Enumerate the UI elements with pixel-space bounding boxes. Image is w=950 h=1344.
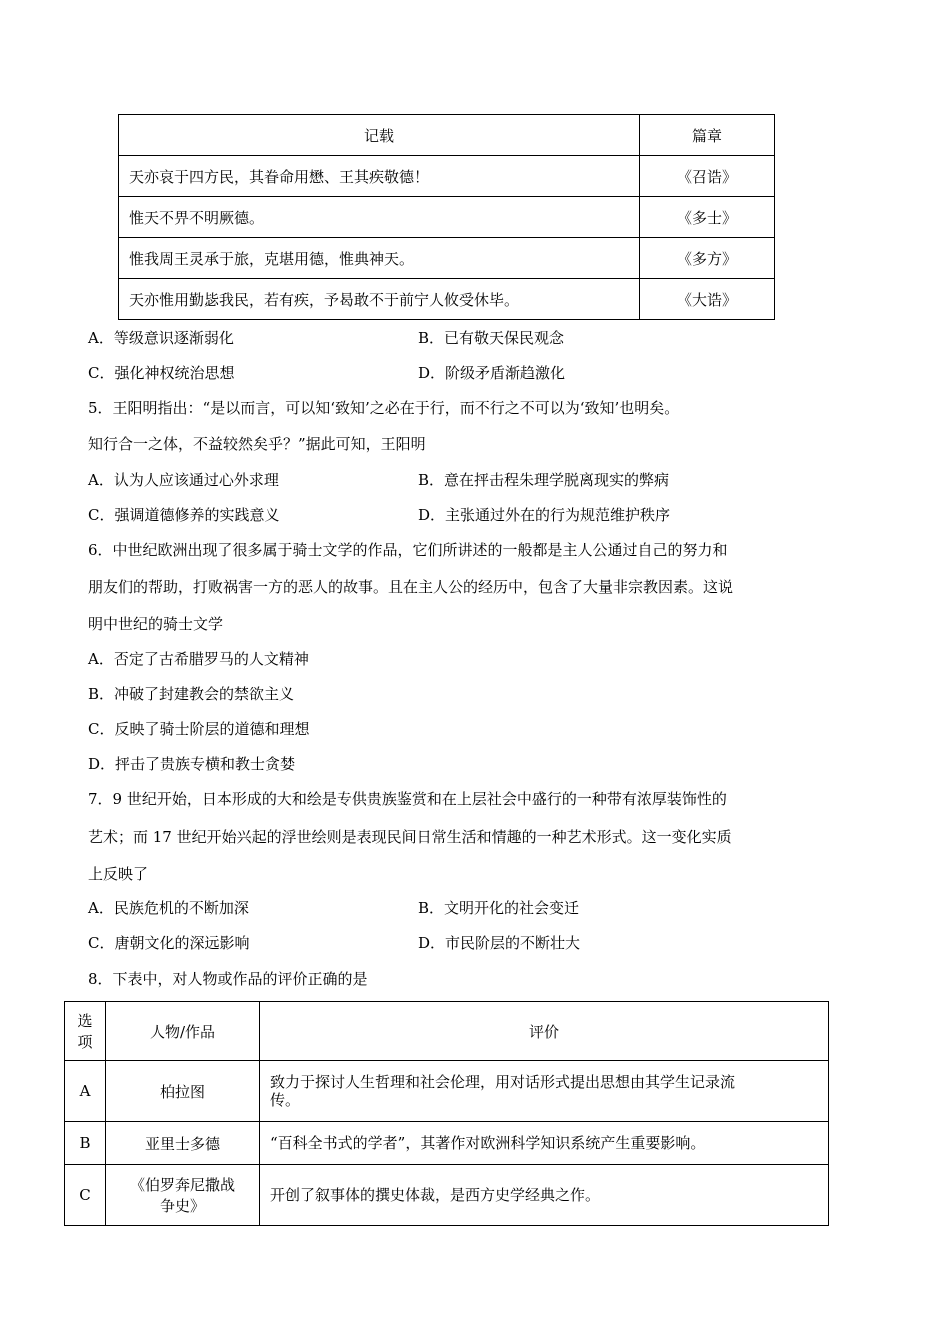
table-row — [65, 1061, 829, 1122]
table-row — [119, 279, 775, 320]
q6-stem-line-2: 朋友们的帮助，打败祸害一方的恶人的故事。且在主人公的经历中，包含了大量非宗教因素。这说 — [88, 578, 734, 596]
option-cell: C — [65, 1165, 106, 1226]
header-option-line-1: 选 — [77, 1012, 93, 1030]
q7-option-c: C．唐朝文化的深远影响 — [88, 934, 250, 952]
q6-stem-line-1: 6．中世纪欧洲出现了很多属于骑士文学的作品，它们所讲述的一般都是主人公通过自己的努力和 — [88, 541, 728, 559]
record-cell: 天亦哀于四方民，其眷命用懋、王其疾敬德！ — [119, 156, 640, 197]
q4-option-c: C．强化神权统治思想 — [88, 364, 235, 382]
q5-stem-line-2: 知行合一之体，不益较然矣乎？”据此可知，王阳明 — [88, 435, 426, 453]
person-line-2: 争史》 — [159, 1197, 205, 1215]
evaluation-cell — [260, 1061, 829, 1122]
header-option-line-2: 项 — [77, 1033, 93, 1051]
table-row — [65, 1165, 829, 1226]
header-record: 记载 — [119, 115, 640, 156]
option-cell: B — [65, 1122, 106, 1165]
person-cell — [106, 1165, 260, 1226]
table-header-row — [65, 1002, 829, 1061]
header-evaluation: 评价 — [260, 1002, 829, 1061]
evaluation-cell — [260, 1165, 829, 1226]
q7-option-d: D．市民阶层的不断壮大 — [418, 934, 581, 952]
person-cell — [106, 1122, 260, 1165]
record-cell: 天亦惟用勤毖我民，若有疾，予曷敢不于前宁人攸受休毕。 — [119, 279, 640, 320]
q4-option-d: D．阶级矛盾渐趋激化 — [418, 364, 566, 382]
q5-option-a: A．认为人应该通过心外求理 — [88, 471, 279, 489]
q4-option-a: A．等级意识逐渐弱化 — [88, 329, 234, 347]
chapter-cell: 《召诰》 — [640, 156, 775, 197]
table-row — [65, 1122, 829, 1165]
q7-stem-line-2: 艺术；而 17 世纪开始兴起的浮世绘则是表现民间日常生活和情趣的一种艺术形式。这一变化实质 — [88, 828, 732, 846]
q6-option-a: A．否定了古希腊罗马的人文精神 — [88, 650, 309, 668]
table-row — [119, 197, 775, 238]
q7-stem-line-3: 上反映了 — [88, 865, 149, 883]
q7-option-a: A．民族危机的不断加深 — [88, 899, 249, 917]
header-person: 人物/作品 — [106, 1002, 260, 1061]
q6-stem-line-3: 明中世纪的骑士文学 — [88, 615, 224, 633]
q6-option-c: C．反映了骑士阶层的道德和理想 — [88, 720, 310, 738]
q5-stem-line-1: 5．王阳明指出：“是以而言，可以知‘致知’之必在于行，而不行之不可以为‘致知’也明矣。 — [88, 399, 680, 417]
q8-stem: 8．下表中，对人物或作品的评价正确的是 — [88, 970, 368, 988]
evaluation-cell — [260, 1122, 829, 1165]
chapter-cell: 《大诰》 — [640, 279, 775, 320]
evaluation-table — [64, 1001, 829, 1226]
evaluation-line-1: 开创了叙事体的撰史体裁，是西方史学经典之作。 — [270, 1186, 601, 1204]
q6-option-b: B．冲破了封建教会的禁欲主义 — [88, 685, 295, 703]
person-line-1: 《伯罗奔尼撒战 — [129, 1176, 235, 1194]
record-cell: 惟我周王灵承于旅，克堪用德，惟典神天。 — [119, 238, 640, 279]
evaluation-line-1: 致力于探讨人生哲理和社会伦理，用对话形式提出思想由其学生记录流 — [270, 1073, 736, 1091]
q5-option-b: B．意在抨击程朱理学脱离现实的弊病 — [418, 471, 670, 489]
person-line-1: 柏拉图 — [159, 1082, 205, 1101]
records-table — [118, 114, 775, 320]
table-row — [119, 238, 775, 279]
person-cell — [106, 1061, 260, 1122]
person-line-1: 亚里士多德 — [144, 1134, 220, 1153]
evaluation-line-2: 传。 — [270, 1091, 301, 1109]
option-cell: A — [65, 1061, 106, 1122]
q5-option-d: D．主张通过外在的行为规范维护秩序 — [418, 506, 671, 524]
table-row — [119, 156, 775, 197]
q6-option-d: D．抨击了贵族专横和教士贪婪 — [88, 755, 296, 773]
q7-option-b: B．文明开化的社会变迁 — [418, 899, 580, 917]
chapter-cell: 《多方》 — [640, 238, 775, 279]
q7-stem-line-1: 7．9 世纪开始，日本形成的大和绘是专供贵族鉴赏和在上层社会中盛行的一种带有浓厚装饰性的 — [88, 790, 727, 808]
record-cell: 惟天不畀不明厥德。 — [119, 197, 640, 238]
header-chapter: 篇章 — [640, 115, 775, 156]
q5-option-c: C．强调道德修养的实践意义 — [88, 506, 280, 524]
chapter-cell: 《多士》 — [640, 197, 775, 238]
table-header-row — [119, 115, 775, 156]
header-option — [65, 1002, 106, 1061]
evaluation-line-1: “百科全书式的学者”，其著作对欧洲科学知识系统产生重要影响。 — [270, 1134, 706, 1152]
q4-option-b: B．已有敬天保民观念 — [418, 329, 565, 347]
